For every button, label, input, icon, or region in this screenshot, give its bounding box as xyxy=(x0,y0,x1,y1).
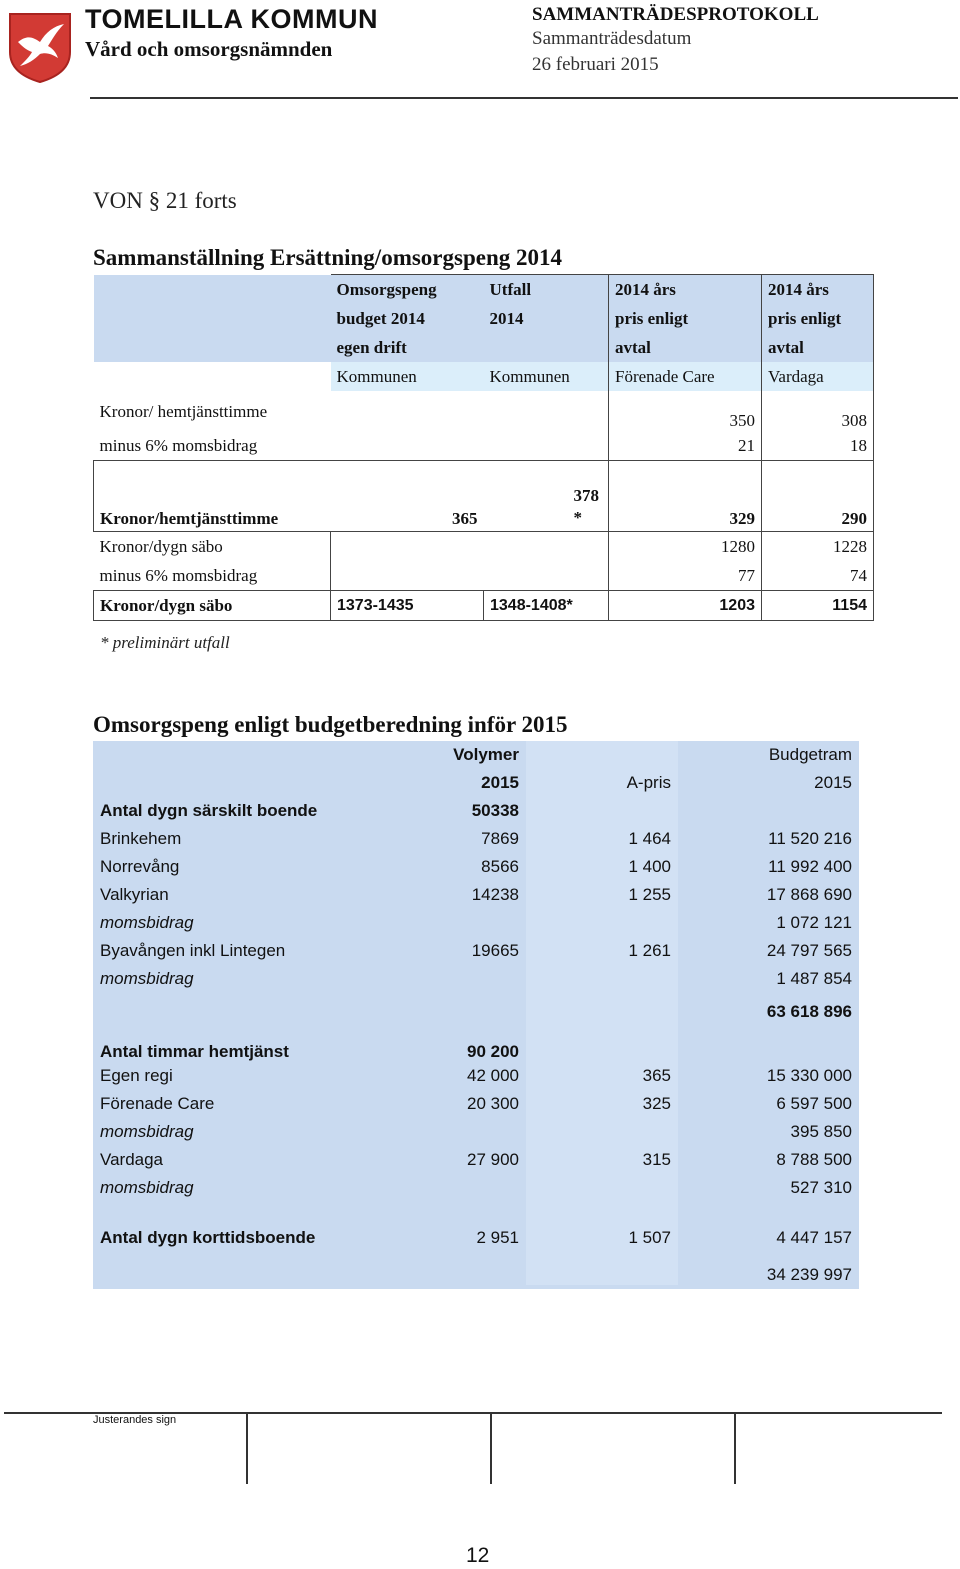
cell: 77 xyxy=(609,561,762,591)
cell: 21 xyxy=(609,431,762,461)
cell: 1 400 xyxy=(526,853,678,881)
section-title: VON § 21 forts xyxy=(93,188,237,213)
cell: 20 300 xyxy=(363,1090,526,1118)
signature-cell-divider xyxy=(490,1414,492,1484)
cell: 1280 xyxy=(609,532,762,562)
cell: 1154 xyxy=(762,591,874,621)
budget-table xyxy=(93,741,859,1285)
header-cell: budget 2014 xyxy=(331,304,484,333)
cell: 24 797 565 xyxy=(766,941,852,960)
header-cell: avtal xyxy=(609,333,762,362)
date-label: Sammanträdesdatum xyxy=(532,28,692,49)
table-header-row xyxy=(94,333,874,362)
cell: 50338 xyxy=(363,797,526,825)
header-cell: Förenade Care xyxy=(609,362,762,391)
date-value: 26 februari 2015 xyxy=(532,54,659,75)
table-row xyxy=(93,1022,859,1062)
cell xyxy=(363,909,526,937)
cell xyxy=(526,1248,678,1285)
cell xyxy=(678,1022,859,1062)
header-cell xyxy=(526,741,678,769)
header-cell: Volymer xyxy=(363,741,526,769)
table-row xyxy=(93,937,859,965)
footnote: * preliminärt utfall xyxy=(100,633,230,652)
cell xyxy=(526,797,678,825)
cell xyxy=(363,1174,526,1202)
table-header-row xyxy=(94,304,874,333)
header-cell: 2015 xyxy=(363,769,526,797)
table-header-row xyxy=(93,741,859,769)
row-label: Kronor/dygn säbo xyxy=(94,532,331,562)
header-cell: Omsorgspeng xyxy=(331,275,484,305)
row-label: momsbidrag xyxy=(100,913,194,932)
row-label: Valkyrian xyxy=(100,885,169,904)
table-row xyxy=(93,993,859,1022)
cell: 4 447 157 xyxy=(776,1228,852,1247)
table-row xyxy=(94,461,874,532)
cell: 1 464 xyxy=(526,825,678,853)
cell xyxy=(363,1248,526,1285)
table-row xyxy=(93,909,859,937)
cell: 27 900 xyxy=(363,1146,526,1174)
cell xyxy=(363,1118,526,1146)
cell: 527 310 xyxy=(790,1178,852,1197)
row-label: Brinkehem xyxy=(100,829,182,848)
table-row xyxy=(94,391,874,431)
cell: 1 072 121 xyxy=(776,913,852,932)
cell: 14238 xyxy=(363,881,526,909)
cell xyxy=(678,797,859,825)
cell: 1348-1408* xyxy=(484,591,609,621)
cell: 1 261 xyxy=(526,937,678,965)
row-label: Kronor/ hemtjänsttimme xyxy=(99,402,268,421)
header-cell: Vardaga xyxy=(762,362,874,391)
cell: 350 xyxy=(609,391,762,431)
table-row xyxy=(94,431,874,461)
header-cell: Budgetram xyxy=(768,745,852,764)
header-cell xyxy=(93,769,363,797)
cell: 11 520 216 xyxy=(768,829,852,848)
table-header-row xyxy=(93,769,859,797)
signature-cell-divider xyxy=(734,1414,736,1484)
header-cell: 2014 års xyxy=(609,275,762,305)
cell: 8566 xyxy=(363,853,526,881)
cell: 34 239 997 xyxy=(766,1265,852,1284)
table-header-row xyxy=(94,362,874,391)
header-cell: Utfall xyxy=(484,275,609,305)
row-label: Egen regi xyxy=(100,1066,173,1085)
cell xyxy=(526,909,678,937)
row-label: Kronor/hemtjänsttimme xyxy=(94,461,331,532)
cell: 7869 xyxy=(363,825,526,853)
table-row xyxy=(93,965,859,993)
municipality-crest-icon xyxy=(8,12,72,84)
table-row xyxy=(93,1248,859,1285)
table-header-row xyxy=(94,275,874,305)
cell: 15 330 000 xyxy=(766,1066,852,1085)
header-cell: egen drift xyxy=(331,333,484,362)
row-label: Byavången inkl Lintegen xyxy=(100,941,286,960)
cell xyxy=(526,965,678,993)
header-cell: avtal xyxy=(762,333,874,362)
cell: 1 507 xyxy=(526,1202,678,1248)
page-number: 12 xyxy=(466,1544,490,1567)
header-cell: Kommunen xyxy=(331,362,484,391)
row-label: Antal timmar hemtjänst xyxy=(100,1042,289,1061)
cell: 74 xyxy=(762,561,874,591)
header-cell: 2014 xyxy=(484,304,609,333)
table-row xyxy=(93,825,859,853)
table-row xyxy=(93,1118,859,1146)
cell: 1203 xyxy=(609,591,762,621)
header-divider xyxy=(90,97,958,99)
cell xyxy=(484,461,609,532)
header-cell: pris enligt xyxy=(609,304,762,333)
cell: 42 000 xyxy=(363,1062,526,1090)
row-label: Kronor/dygn säbo xyxy=(94,591,331,621)
table-row xyxy=(93,797,859,825)
cell xyxy=(526,993,678,1022)
cell: 1 487 854 xyxy=(776,969,852,988)
row-label: minus 6% momsbidrag xyxy=(99,435,258,455)
header-cell xyxy=(93,741,363,769)
cell: 8 788 500 xyxy=(776,1150,852,1169)
compensation-table xyxy=(93,274,874,621)
header-cell: A-pris xyxy=(526,769,678,797)
signature-cell-divider xyxy=(246,1414,248,1484)
cell-marker: * xyxy=(573,508,582,527)
cell xyxy=(526,1118,678,1146)
table1-title: Sammanställning Ersättning/omsorgspeng 2014 xyxy=(93,245,563,270)
doc-type: SAMMANTRÄDESPROTOKOLL xyxy=(532,4,819,25)
row-label: Förenade Care xyxy=(100,1094,215,1113)
header-cell xyxy=(484,333,609,362)
table2-title: Omsorgspeng enligt budgetberedning inför 2015 xyxy=(93,712,568,737)
cell: 325 xyxy=(526,1090,678,1118)
cell: 1228 xyxy=(762,532,874,562)
header-cell: 2015 xyxy=(814,773,852,792)
sign-label: Justerandes sign xyxy=(93,1414,177,1426)
cell: 18 xyxy=(762,431,874,461)
cell: 365 xyxy=(526,1062,678,1090)
table-row xyxy=(93,1174,859,1202)
header-cell: Kommunen xyxy=(484,362,609,391)
cell: 308 xyxy=(762,391,874,431)
cell xyxy=(526,1174,678,1202)
cell: 1373-1435 xyxy=(331,591,484,621)
row-label xyxy=(93,1248,363,1285)
row-label: Antal dygn särskilt boende xyxy=(100,801,318,820)
cell-value: 378 xyxy=(573,486,599,505)
cell: 90 200 xyxy=(363,1022,526,1062)
cell: 19665 xyxy=(363,937,526,965)
table-row xyxy=(93,1062,859,1090)
row-label xyxy=(93,993,363,1022)
header-cell: 2014 års xyxy=(762,275,874,305)
cell: 315 xyxy=(526,1146,678,1174)
header-cell: pris enligt xyxy=(762,304,874,333)
table-row xyxy=(93,1090,859,1118)
cell xyxy=(526,1022,678,1062)
table-row xyxy=(93,1202,859,1248)
table-row xyxy=(93,881,859,909)
row-label: Vardaga xyxy=(100,1150,164,1169)
table-row xyxy=(94,532,874,562)
table-row xyxy=(94,561,874,591)
row-label: Antal dygn korttidsboende xyxy=(100,1228,316,1247)
table-row xyxy=(94,591,874,621)
row-label: momsbidrag xyxy=(100,1178,194,1197)
cell: 329 xyxy=(609,461,762,532)
cell: 6 597 500 xyxy=(776,1094,852,1113)
row-label: Norrevång xyxy=(100,857,180,876)
row-label: momsbidrag xyxy=(100,969,194,988)
cell: 395 850 xyxy=(790,1122,852,1141)
org-unit: Vård och omsorgsnämnden xyxy=(85,37,333,61)
row-label: momsbidrag xyxy=(100,1122,194,1141)
table-row xyxy=(93,853,859,881)
cell: 63 618 896 xyxy=(766,1002,852,1021)
cell: 365 xyxy=(331,461,484,532)
org-name: TOMELILLA KOMMUN xyxy=(85,4,378,34)
cell: 1 255 xyxy=(526,881,678,909)
cell: 17 868 690 xyxy=(766,885,852,904)
cell xyxy=(363,965,526,993)
cell: 290 xyxy=(762,461,874,532)
row-label: minus 6% momsbidrag xyxy=(94,561,331,591)
cell: 11 992 400 xyxy=(768,857,852,876)
cell xyxy=(363,993,526,1022)
cell: 2 951 xyxy=(363,1202,526,1248)
table-row xyxy=(93,1146,859,1174)
